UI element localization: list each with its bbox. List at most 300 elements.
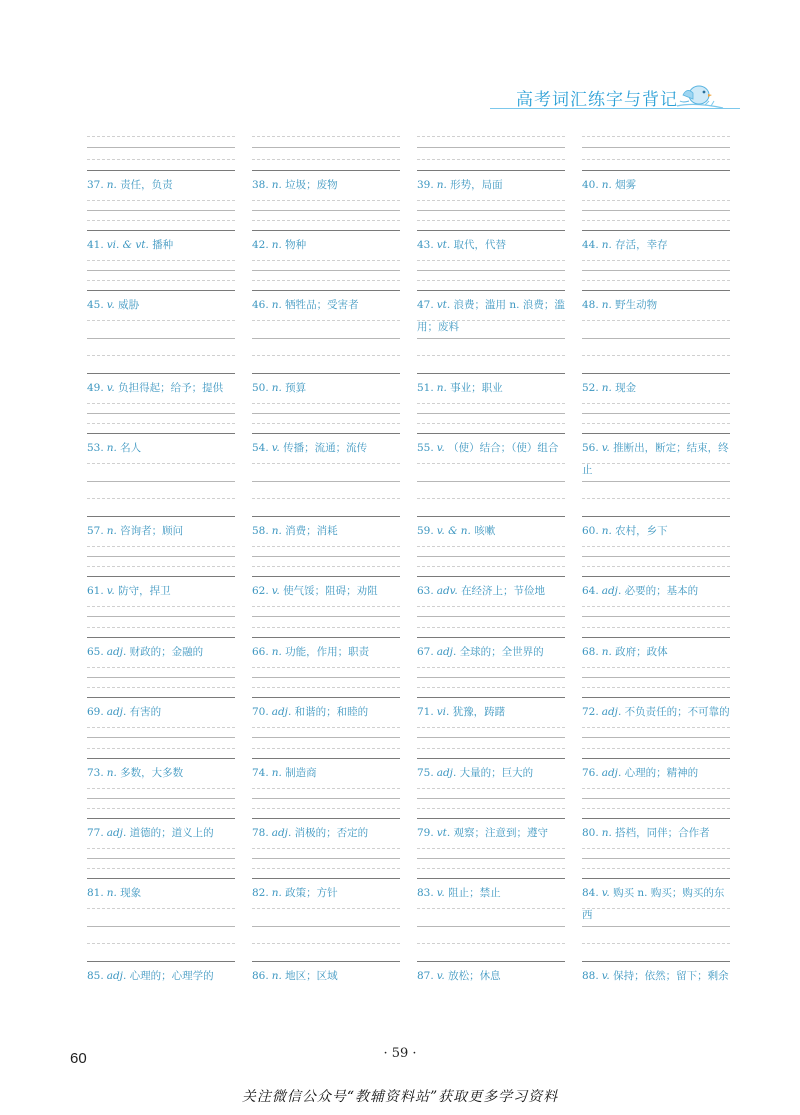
writing-rule xyxy=(252,677,400,678)
writing-rule xyxy=(582,338,730,339)
writing-rule xyxy=(252,230,400,231)
writing-rule xyxy=(87,338,235,339)
writing-rule xyxy=(87,748,235,749)
vocab-entry xyxy=(252,377,402,399)
writing-rule xyxy=(252,159,400,160)
writing-rule xyxy=(582,616,730,617)
writing-rule xyxy=(252,413,400,414)
definition-text: 大量的；巨大的 xyxy=(459,767,534,779)
writing-rule xyxy=(582,667,730,668)
entry-number: 84. xyxy=(582,887,599,899)
writing-rule xyxy=(582,320,730,321)
part-of-speech: v. xyxy=(436,887,445,899)
writing-rule xyxy=(87,220,235,221)
part-of-speech: n. xyxy=(271,179,282,191)
writing-rule xyxy=(252,147,400,148)
column-1 xyxy=(87,0,235,1115)
entry-number: 72. xyxy=(582,706,599,718)
part-of-speech: adj. xyxy=(106,827,127,839)
writing-rule xyxy=(582,943,730,944)
definition-text: 现金 xyxy=(615,382,637,394)
writing-rule xyxy=(417,355,565,356)
writing-rule xyxy=(252,961,400,962)
writing-rule xyxy=(582,737,730,738)
entry-number: 79. xyxy=(417,827,434,839)
writing-rule xyxy=(417,576,565,577)
vocab-entry xyxy=(582,234,732,256)
vocab-entry xyxy=(252,234,402,256)
vocab-entry xyxy=(417,701,567,723)
writing-rule xyxy=(87,926,235,927)
vocab-entry xyxy=(87,641,237,663)
definition-text: 名人 xyxy=(120,442,142,454)
definition-text: 购买 n. 购买；购买的东西 xyxy=(582,887,725,921)
writing-rule xyxy=(582,808,730,809)
vocab-entry xyxy=(87,965,237,987)
writing-rule xyxy=(582,210,730,211)
writing-rule xyxy=(252,433,400,434)
vocab-entry xyxy=(252,520,402,542)
definition-text: 防守，捍卫 xyxy=(118,585,171,597)
part-of-speech: adj. xyxy=(436,767,457,779)
entry-number: 53. xyxy=(87,442,104,454)
footer-note: 关注微信公众号“教辅资料站”获取更多学习资料 xyxy=(241,1089,559,1105)
writing-rule xyxy=(417,943,565,944)
writing-rule xyxy=(417,280,565,281)
vocab-entry xyxy=(252,822,402,844)
writing-rule xyxy=(582,818,730,819)
part-of-speech: v. & n. xyxy=(436,525,471,537)
writing-rule xyxy=(87,566,235,567)
definition-text: 事业；职业 xyxy=(450,382,503,394)
writing-rule xyxy=(252,616,400,617)
part-of-speech: vi. xyxy=(436,706,450,718)
definition-text: 形势，局面 xyxy=(450,179,503,191)
writing-rule xyxy=(417,556,565,557)
writing-rule xyxy=(87,627,235,628)
definition-text: 消极的；否定的 xyxy=(294,827,369,839)
writing-rule xyxy=(582,576,730,577)
entry-number: 71. xyxy=(417,706,434,718)
writing-rule xyxy=(417,546,565,547)
writing-rule xyxy=(252,808,400,809)
writing-rule xyxy=(417,260,565,261)
writing-rule xyxy=(582,136,730,137)
entry-number: 74. xyxy=(252,767,269,779)
definition-text: 和谐的；和睦的 xyxy=(294,706,369,718)
entry-number: 65. xyxy=(87,646,104,658)
definition-text: 农村，乡下 xyxy=(615,525,668,537)
writing-rule xyxy=(582,147,730,148)
entry-number: 69. xyxy=(87,706,104,718)
entry-number: 76. xyxy=(582,767,599,779)
writing-rule xyxy=(252,338,400,339)
writing-rule xyxy=(417,868,565,869)
writing-rule xyxy=(252,546,400,547)
definition-text: 心理的；精神的 xyxy=(624,767,699,779)
writing-rule xyxy=(417,788,565,789)
writing-rule xyxy=(417,147,565,148)
part-of-speech: vt. xyxy=(436,239,451,251)
entry-number: 54. xyxy=(252,442,269,454)
part-of-speech: v. xyxy=(436,442,445,454)
writing-rule xyxy=(582,270,730,271)
definition-text: 政府；政体 xyxy=(615,646,668,658)
vocab-entry xyxy=(87,377,237,399)
writing-rule xyxy=(417,290,565,291)
writing-rule xyxy=(252,687,400,688)
entry-number: 64. xyxy=(582,585,599,597)
vocab-entry xyxy=(252,641,402,663)
part-of-speech: n. xyxy=(601,382,612,394)
writing-rule xyxy=(582,627,730,628)
vocab-entry xyxy=(582,437,732,481)
part-of-speech: n. xyxy=(601,239,612,251)
definition-text: 阻止；禁止 xyxy=(448,887,501,899)
definition-text: 存活，幸存 xyxy=(615,239,668,251)
vocab-entry xyxy=(252,965,402,987)
writing-rule xyxy=(252,280,400,281)
writing-rule xyxy=(582,687,730,688)
vocab-entry xyxy=(417,580,567,602)
vocab-entry xyxy=(417,234,567,256)
writing-rule xyxy=(87,373,235,374)
writing-rule xyxy=(87,556,235,557)
writing-rule xyxy=(417,516,565,517)
writing-rule xyxy=(252,556,400,557)
writing-rule xyxy=(87,727,235,728)
writing-rule xyxy=(87,818,235,819)
writing-rule xyxy=(582,697,730,698)
writing-rule xyxy=(252,566,400,567)
vocab-entry xyxy=(252,437,402,459)
column-3 xyxy=(417,0,565,1115)
vocab-entry xyxy=(252,882,402,904)
vocab-entry xyxy=(417,882,567,904)
vocab-entry xyxy=(87,294,237,316)
definition-text: 搭档，同伴；合作者 xyxy=(615,827,710,839)
entry-number: 42. xyxy=(252,239,269,251)
part-of-speech: adj. xyxy=(271,827,292,839)
vocab-entry xyxy=(417,437,567,459)
entry-number: 51. xyxy=(417,382,434,394)
writing-rule xyxy=(417,498,565,499)
writing-rule xyxy=(582,748,730,749)
part-of-speech: n. xyxy=(601,179,612,191)
writing-rule xyxy=(252,758,400,759)
vocab-entry xyxy=(582,377,732,399)
writing-rule xyxy=(582,170,730,171)
part-of-speech: n. xyxy=(106,179,117,191)
part-of-speech: n. xyxy=(271,239,282,251)
part-of-speech: vt. xyxy=(436,827,451,839)
part-of-speech: v. xyxy=(601,887,610,899)
part-of-speech: v. xyxy=(601,442,610,454)
writing-rule xyxy=(252,355,400,356)
page-number-left: 60 xyxy=(70,1050,87,1067)
part-of-speech: n. xyxy=(106,887,117,899)
definition-text: 播种 xyxy=(152,239,174,251)
writing-rule xyxy=(87,697,235,698)
writing-rule xyxy=(87,260,235,261)
vocab-entry xyxy=(417,520,567,542)
vocab-entry xyxy=(417,822,567,844)
writing-rule xyxy=(417,687,565,688)
writing-rule xyxy=(582,637,730,638)
writing-rule xyxy=(582,868,730,869)
writing-rule xyxy=(417,748,565,749)
definition-text: （使）结合；（使）组合 xyxy=(448,442,559,454)
writing-rule xyxy=(252,290,400,291)
entry-number: 45. xyxy=(87,299,104,311)
writing-rule xyxy=(582,290,730,291)
part-of-speech: n. xyxy=(271,887,282,899)
writing-rule xyxy=(87,200,235,201)
vocab-entry xyxy=(87,174,237,196)
entry-number: 46. xyxy=(252,299,269,311)
part-of-speech: adj. xyxy=(106,646,127,658)
writing-rule xyxy=(582,961,730,962)
writing-rule xyxy=(252,788,400,789)
writing-rule xyxy=(87,210,235,211)
writing-rule xyxy=(252,926,400,927)
writing-rule xyxy=(87,737,235,738)
part-of-speech: n. xyxy=(106,442,117,454)
part-of-speech: n. xyxy=(271,299,282,311)
vocab-entry xyxy=(87,234,237,256)
writing-rule xyxy=(87,637,235,638)
entry-number: 49. xyxy=(87,382,104,394)
writing-rule xyxy=(417,433,565,434)
writing-rule xyxy=(417,758,565,759)
writing-rule xyxy=(417,606,565,607)
writing-rule xyxy=(252,576,400,577)
writing-rule xyxy=(252,858,400,859)
vocab-entry xyxy=(87,701,237,723)
part-of-speech: adj. xyxy=(601,585,622,597)
vocab-entry xyxy=(417,762,567,784)
definition-text: 取代，代替 xyxy=(453,239,507,251)
definition-text: 预算 xyxy=(285,382,307,394)
writing-rule xyxy=(252,727,400,728)
part-of-speech: adv. xyxy=(436,585,458,597)
writing-rule xyxy=(417,170,565,171)
writing-rule xyxy=(582,516,730,517)
definition-text: 犹豫，踌躇 xyxy=(452,706,506,718)
vocab-entry xyxy=(582,882,732,926)
writing-rule xyxy=(87,677,235,678)
entry-number: 75. xyxy=(417,767,434,779)
writing-rule xyxy=(87,147,235,148)
writing-rule xyxy=(252,463,400,464)
definition-text: 不负责任的；不可靠的 xyxy=(624,706,730,718)
part-of-speech: n. xyxy=(271,646,282,658)
entry-number: 38. xyxy=(252,179,269,191)
writing-rule xyxy=(582,423,730,424)
entry-number: 88. xyxy=(582,970,599,982)
writing-rule xyxy=(582,200,730,201)
writing-rule xyxy=(252,373,400,374)
part-of-speech: v. xyxy=(106,382,115,394)
part-of-speech: v. xyxy=(601,970,610,982)
writing-rule xyxy=(252,848,400,849)
writing-rule xyxy=(252,136,400,137)
vocab-entry xyxy=(252,580,402,602)
writing-rule xyxy=(87,516,235,517)
writing-rule xyxy=(87,758,235,759)
definition-text: 保持；依然；留下；剩余 xyxy=(613,970,729,982)
writing-rule xyxy=(252,320,400,321)
definition-text: 多数，大多数 xyxy=(120,767,184,779)
entry-number: 83. xyxy=(417,887,434,899)
entry-number: 50. xyxy=(252,382,269,394)
writing-rule xyxy=(582,727,730,728)
entry-number: 73. xyxy=(87,767,104,779)
vocab-entry xyxy=(417,377,567,399)
part-of-speech: v. xyxy=(106,299,115,311)
writing-rule xyxy=(87,687,235,688)
writing-rule xyxy=(582,280,730,281)
definition-text: 浪费；滥用 n. 浪费；滥用；废料 xyxy=(417,299,565,333)
part-of-speech: vi. & vt. xyxy=(106,239,149,251)
writing-rule xyxy=(417,727,565,728)
part-of-speech: adj. xyxy=(106,706,127,718)
writing-rule xyxy=(252,170,400,171)
writing-rule xyxy=(582,413,730,414)
writing-rule xyxy=(87,403,235,404)
entry-number: 56. xyxy=(582,442,599,454)
writing-rule xyxy=(252,627,400,628)
part-of-speech: v. xyxy=(271,585,280,597)
writing-rule xyxy=(582,260,730,261)
definition-text: 有害的 xyxy=(129,706,162,718)
writing-rule xyxy=(582,758,730,759)
vocab-entry xyxy=(417,174,567,196)
entry-number: 77. xyxy=(87,827,104,839)
writing-rule xyxy=(417,200,565,201)
definition-text: 道德的；道义上的 xyxy=(129,827,214,839)
vocab-entry xyxy=(582,641,732,663)
writing-rule xyxy=(87,290,235,291)
writing-rule xyxy=(582,546,730,547)
writing-rule xyxy=(252,748,400,749)
writing-rule xyxy=(417,697,565,698)
part-of-speech: n. xyxy=(601,525,612,537)
definition-text: 牺牲品；受害者 xyxy=(285,299,359,311)
writing-rule xyxy=(87,433,235,434)
part-of-speech: n. xyxy=(271,382,282,394)
writing-rule xyxy=(252,878,400,879)
writing-rule xyxy=(417,403,565,404)
writing-rule xyxy=(582,498,730,499)
writing-rule xyxy=(252,270,400,271)
writing-rule xyxy=(417,463,565,464)
writing-rule xyxy=(252,697,400,698)
entry-number: 86. xyxy=(252,970,269,982)
writing-rule xyxy=(252,943,400,944)
writing-rule xyxy=(252,798,400,799)
writing-rule xyxy=(252,423,400,424)
definition-text: 全球的；全世界的 xyxy=(459,646,544,658)
vocab-entry xyxy=(582,965,732,987)
writing-rule xyxy=(582,373,730,374)
writing-rule xyxy=(582,220,730,221)
writing-rule xyxy=(87,848,235,849)
entry-number: 44. xyxy=(582,239,599,251)
writing-rule xyxy=(417,220,565,221)
writing-rule xyxy=(87,878,235,879)
definition-text: 必要的；基本的 xyxy=(624,585,699,597)
writing-rule xyxy=(417,627,565,628)
definition-text: 财政的；金融的 xyxy=(129,646,204,658)
writing-rule xyxy=(87,280,235,281)
writing-rule xyxy=(87,136,235,137)
definition-text: 放松；休息 xyxy=(448,970,501,982)
part-of-speech: n. xyxy=(271,970,282,982)
entry-number: 70. xyxy=(252,706,269,718)
writing-rule xyxy=(582,403,730,404)
writing-rule xyxy=(417,818,565,819)
definition-text: 现象 xyxy=(120,887,142,899)
definition-text: 使气馁；阻碍；劝阻 xyxy=(283,585,378,597)
entry-number: 61. xyxy=(87,585,104,597)
writing-rule xyxy=(417,413,565,414)
part-of-speech: adj. xyxy=(601,767,622,779)
writing-rule xyxy=(582,230,730,231)
part-of-speech: n. xyxy=(271,525,282,537)
entry-number: 40. xyxy=(582,179,599,191)
vocab-entry xyxy=(252,762,402,784)
part-of-speech: adj. xyxy=(436,646,457,658)
vocab-entry xyxy=(417,641,567,663)
part-of-speech: adj. xyxy=(106,970,127,982)
entry-number: 41. xyxy=(87,239,104,251)
writing-rule xyxy=(87,808,235,809)
entry-number: 80. xyxy=(582,827,599,839)
entry-number: 68. xyxy=(582,646,599,658)
writing-rule xyxy=(87,320,235,321)
definition-text: 垃圾；废物 xyxy=(285,179,338,191)
vocab-entry xyxy=(87,520,237,542)
part-of-speech: v. xyxy=(106,585,115,597)
part-of-speech: adj. xyxy=(271,706,292,718)
vocab-entry xyxy=(87,822,237,844)
entry-number: 87. xyxy=(417,970,434,982)
writing-rule xyxy=(417,616,565,617)
part-of-speech: n. xyxy=(436,179,447,191)
entry-number: 47. xyxy=(417,299,434,311)
writing-rule xyxy=(417,423,565,424)
entry-number: 60. xyxy=(582,525,599,537)
writing-rule xyxy=(252,220,400,221)
part-of-speech: vt. xyxy=(436,299,451,311)
writing-rule xyxy=(252,481,400,482)
vocab-entry xyxy=(582,701,732,723)
writing-rule xyxy=(417,908,565,909)
writing-rule xyxy=(417,798,565,799)
vocab-entry xyxy=(417,294,567,338)
part-of-speech: v. xyxy=(436,970,445,982)
writing-rule xyxy=(417,737,565,738)
writing-rule xyxy=(87,170,235,171)
writing-rule xyxy=(417,136,565,137)
writing-rule xyxy=(87,463,235,464)
writing-rule xyxy=(417,926,565,927)
writing-rule xyxy=(252,818,400,819)
definition-text: 功能，作用；职责 xyxy=(285,646,370,658)
entry-number: 52. xyxy=(582,382,599,394)
writing-rule xyxy=(252,868,400,869)
